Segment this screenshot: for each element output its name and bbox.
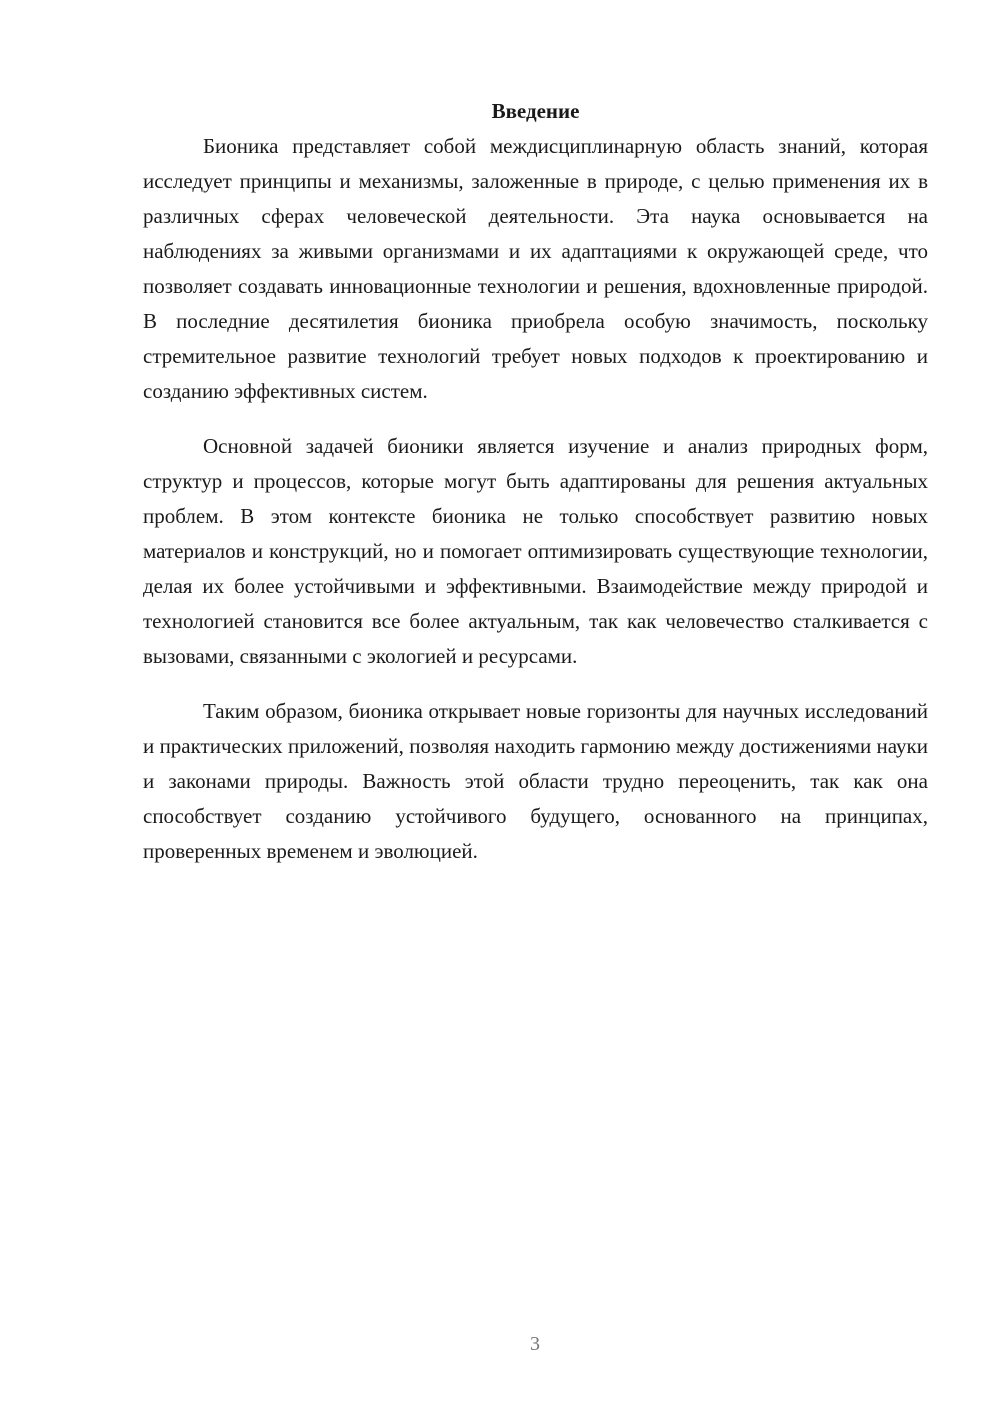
paragraph-1: Бионика представляет собой междисциплинарную область знаний, которая исследует принципы и механизмы, заложенные в природе, с целью применения их в различных сферах человеческой деятельности. Эта наука основывается на наблюдениях за живыми организмами и их адаптациями к окружающей среде, что позволяет создавать инновационные технологии и решения, вдохновленные природой. В последние десятилетия бионика приобрела особую значимость, поскольку стремительное развитие технологий требует новых подходов к проектированию и созданию эффективных систем. — [143, 134, 928, 403]
page-title: Введение — [491, 99, 580, 123]
paragraph-2: Основной задачей бионики является изучение и анализ природных форм, структур и процессов, которые могут быть адаптированы для решения актуальных проблем. В этом контексте бионика не только способствует развитию новых материалов и конструкций, но и помогает оптимизировать существующие технологии, делая их более устойчивыми и эффективными. Взаимодействие между природой и технологией становится все более актуальным, так как человечество сталкивается с вызовами, связанными с экологией и ресурсами. — [143, 434, 928, 668]
paragraph-3: Таким образом, бионика открывает новые горизонты для научных исследований и практических приложений, позволяя находить гармонию между достижениями науки и законами природы. Важность этой области трудно переоценить, так как она способствует созданию устойчивого будущего, основанного на принципах, проверенных временем и эволюцией. — [143, 699, 928, 863]
page-number: 3 — [530, 1333, 540, 1355]
page-content — [143, 94, 928, 889]
